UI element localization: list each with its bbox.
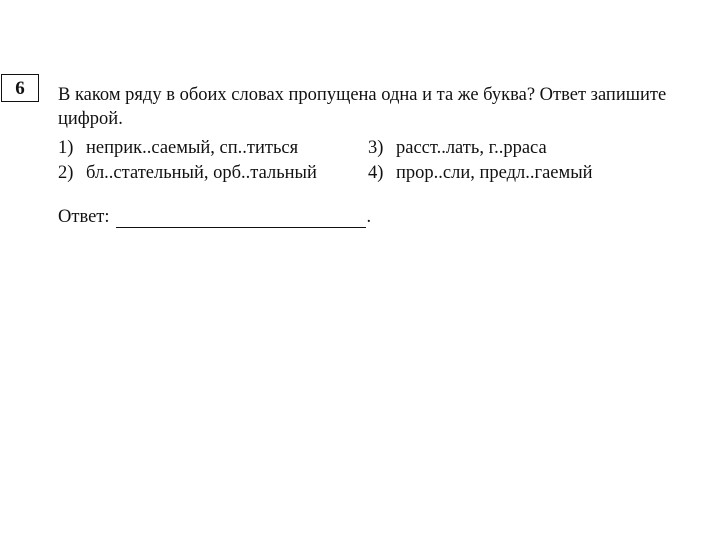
option-2 [58, 162, 317, 184]
question-number: 6 [15, 77, 25, 99]
option-text: неприк..саемый, сп..титься [86, 138, 299, 158]
option-number: 3) [368, 138, 384, 158]
option-1 [58, 137, 298, 159]
option-number: 4) [368, 163, 384, 183]
option-4 [368, 162, 593, 184]
answer-row [58, 206, 371, 228]
question-text-line-1: В каком ряду в обоих словах пропущена одна и та же буква? Ответ запишите [58, 85, 667, 105]
option-text: расст..лать, г..рраса [396, 138, 547, 158]
option-text: бл..стательный, орб..тальный [86, 163, 317, 183]
option-number: 2) [58, 163, 74, 183]
question-text [58, 83, 698, 131]
option-number: 1) [58, 138, 74, 158]
option-text: прор..сли, предл..гаемый [396, 163, 593, 183]
answer-blank[interactable] [116, 209, 366, 228]
answer-label: Ответ: [58, 207, 110, 227]
question-text-line-2: цифрой. [58, 109, 123, 129]
question-number-box [1, 74, 39, 102]
option-3 [368, 137, 547, 159]
answer-end: . [366, 207, 372, 227]
